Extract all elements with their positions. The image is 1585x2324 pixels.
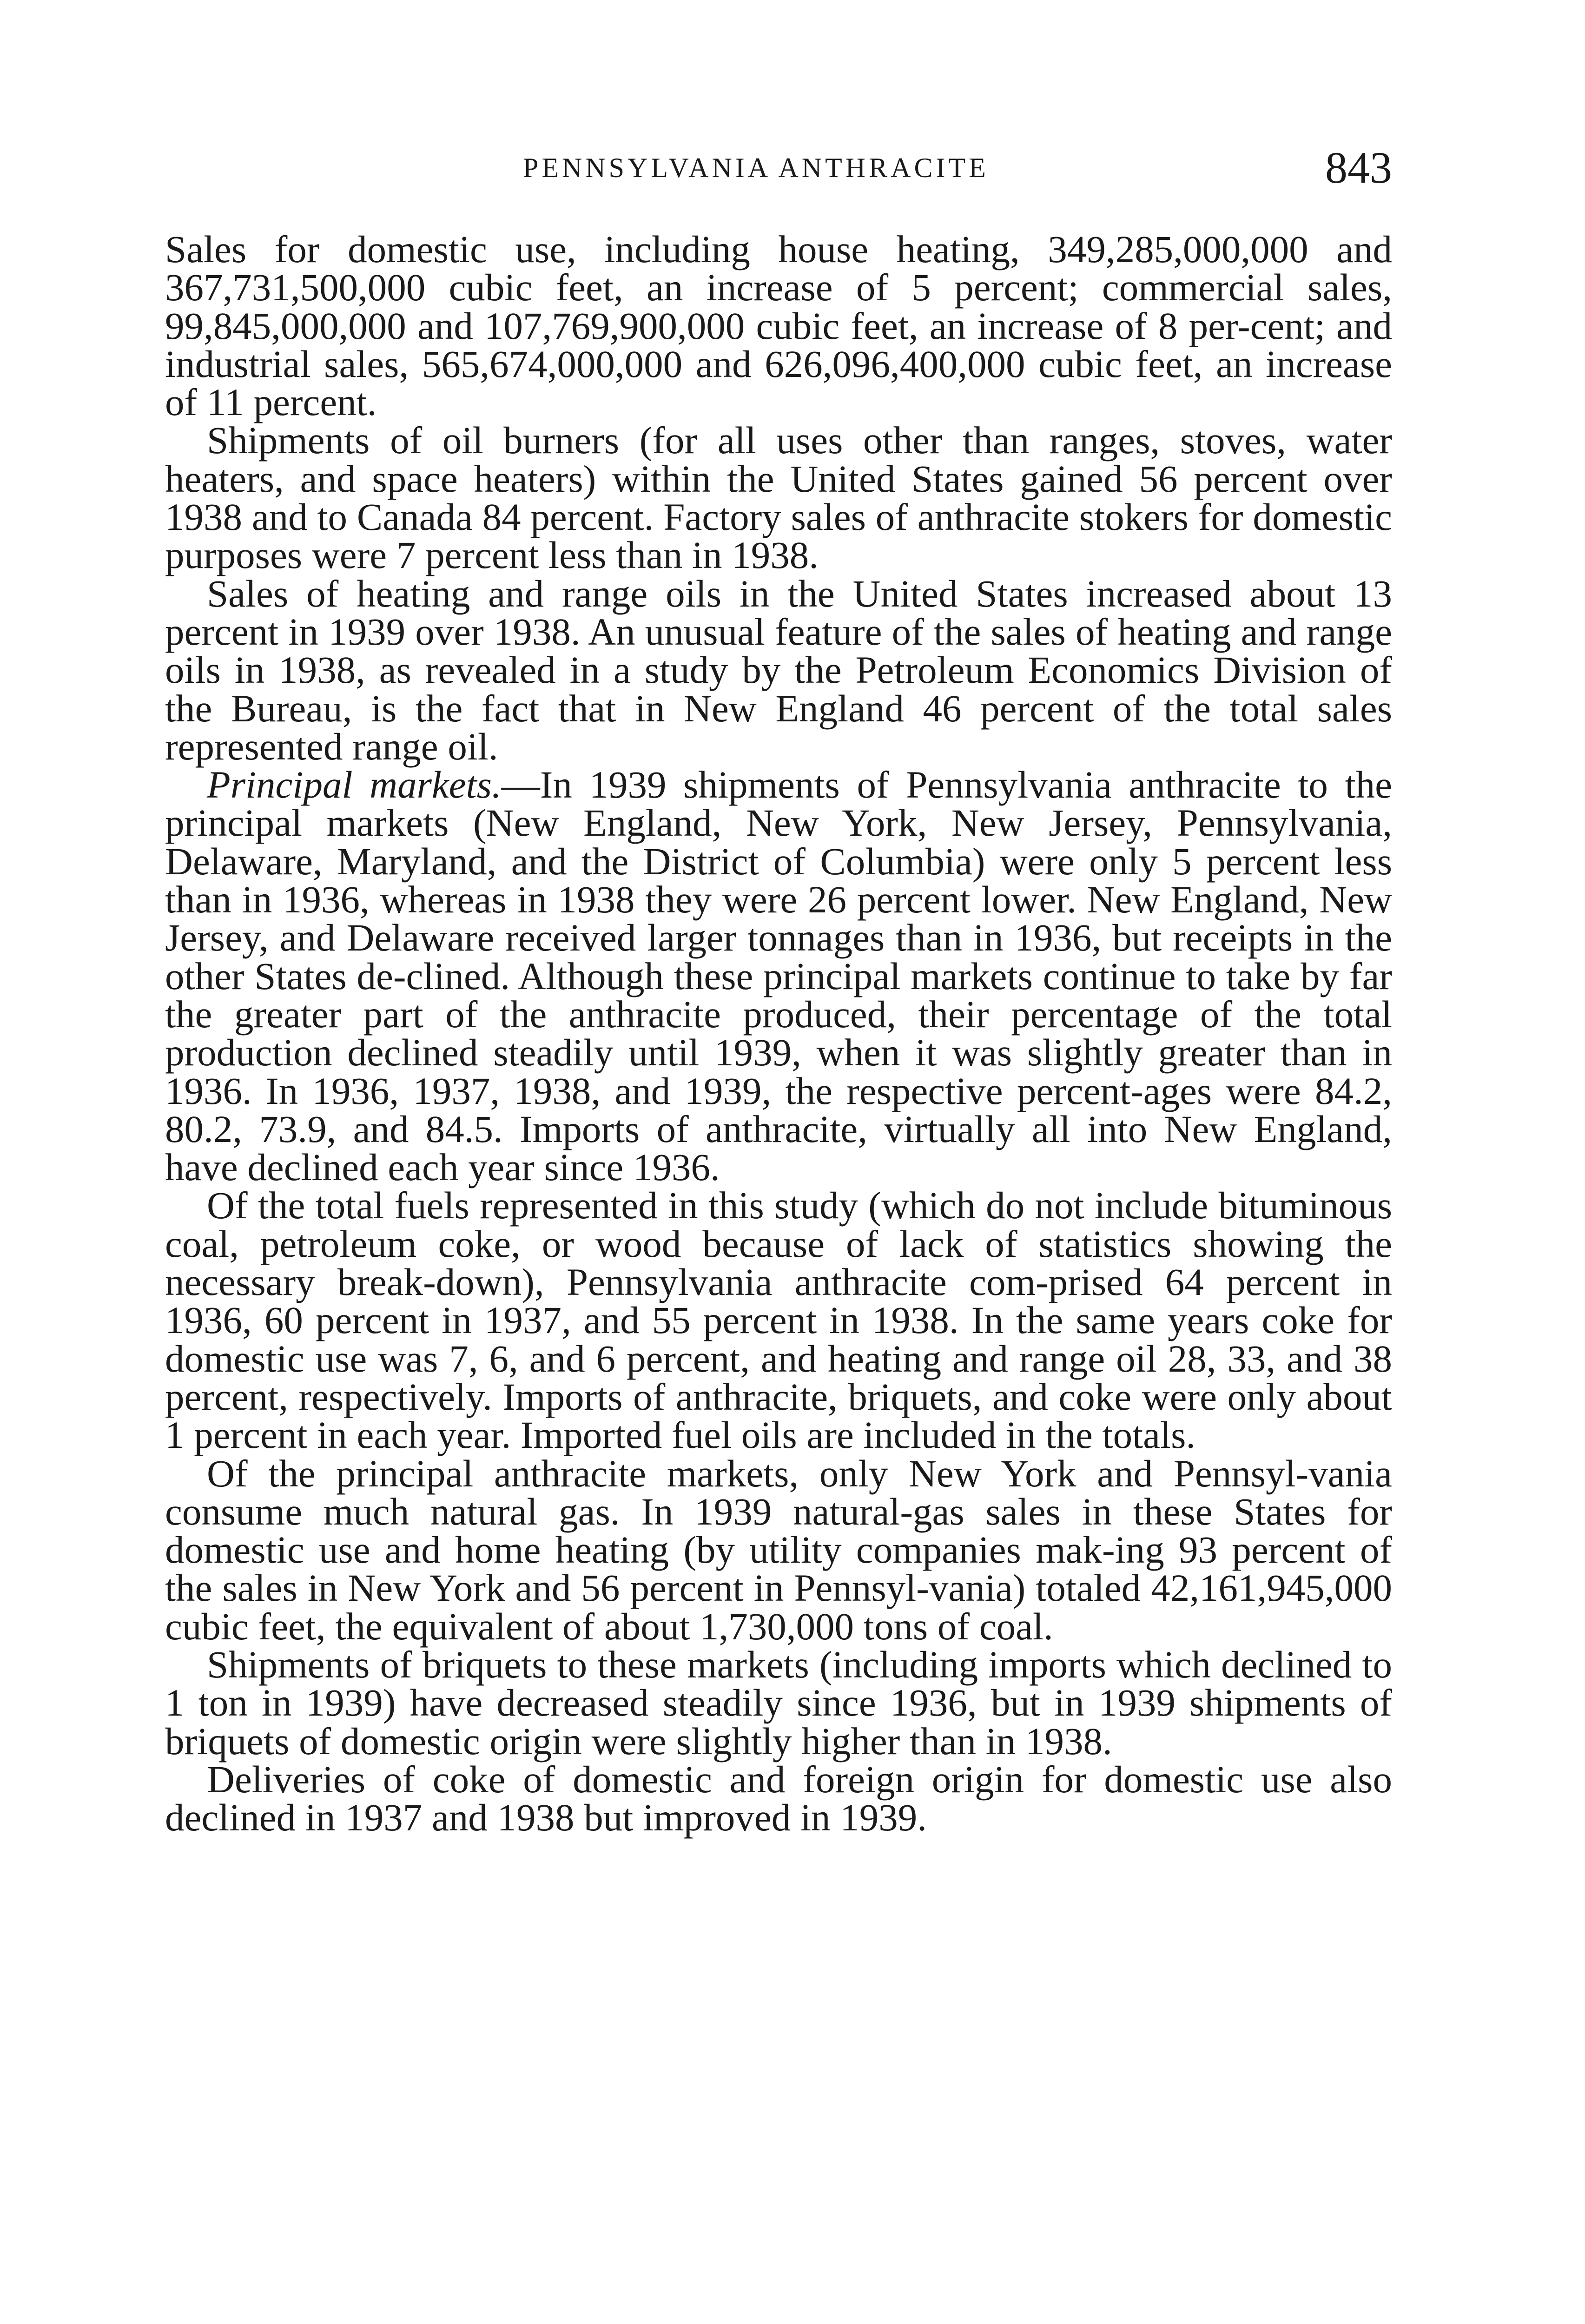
page-number: 843 xyxy=(1325,143,1392,192)
paragraph-principal-markets xyxy=(165,763,1392,1189)
paragraph-briquets: Shipments of briquets to these markets (including imports which declined to 1 ton in 1939) have decreased steadily since 1936, but in 1939 shipments of briquets of domestic origin were slightly higher than in 1938. xyxy=(165,1643,1392,1763)
paragraph-principal-markets-text: —In 1939 shipments of Pennsylvania anthracite to the principal markets (New England, New York, New Jersey, Pennsylvania, Delaware, Maryland, and the District of Columbia) were only 5 percent less than in 1936, whereas in 1938 they were 26 percent lower. New England, New Jersey, and Delaware received larger tonnages than in 1936, but receipts in the other States de-clined. Although these principal markets continue to take by far the greater part of the anthracite produced, their percentage of the total production declined steadily until 1939, when it was slightly greater than in 1936. In 1936, 1937, 1938, and 1939, the respective percent-ages were 84.2, 80.2, 73.9, and 84.5. Imports of anthracite, virtually all into New England, have declined each year since 1936. xyxy=(165,763,1392,1189)
paragraph-coke-deliveries: Deliveries of coke of domestic and foreign origin for domestic use also declined in 1937 and 1938 but improved in 1939. xyxy=(165,1757,1392,1839)
running-header xyxy=(165,142,1392,193)
section-run-in-heading: Principal markets. xyxy=(207,763,502,806)
paragraph-total-fuels: Of the total fuels represented in this study (which do not include bituminous coal, petroleum coke, or wood because of lack of statistics showing the necessary break-down), Pennsylvania anthracite com-prised 64 percent in 1936, 60 percent in 1937, and 55 percent in 1938. In the same years coke for domestic use was 7, 6, and 6 percent, and heating and range oil 28, 33, and 38 percent, respectively. Imports of anthracite, briquets, and coke were only about 1 percent in each year. Imported fuel oils are included in the totals. xyxy=(165,1184,1392,1457)
paragraph-domestic-sales: Sales for domestic use, including house heating, 349,285,000,000 and 367,731,500,000 cubic feet, an increase of 5 percent; commercial sales, 99,845,000,000 and 107,769,900,000 cubic feet, an increase of 8 per-cent; and industrial sales, 565,674,000,000 and 626,096,400,000 cubic feet, an increase of 11 percent. xyxy=(165,228,1392,424)
body-text xyxy=(165,228,1392,1839)
paragraph-oil-burners: Shipments of oil burners (for all uses other than ranges, stoves, water heaters, and space heaters) within the United States gained 56 percent over 1938 and to Canada 84 percent. Factory sales of anthracite stokers for domestic purposes were 7 percent less than in 1938. xyxy=(165,419,1392,577)
paragraph-natural-gas: Of the principal anthracite markets, only New York and Pennsyl-vania consume much natural gas. In 1939 natural-gas sales in these States for domestic use and home heating (by utility companies mak-ing 93 percent of the sales in New York and 56 percent in Pennsyl-vania) totaled 42,161,945,000 cubic feet, the equivalent of about 1,730,000 tons of coal. xyxy=(165,1452,1392,1648)
paragraph-heating-oils: Sales of heating and range oils in the United States increased about 13 percent in 1939 over 1938. An unusual feature of the sales of heating and range oils in 1938, as revealed in a study by the Petroleum Economics Division of the Bureau, is the fact that in New England 46 percent of the total sales represented range oil. xyxy=(165,572,1392,768)
running-title: PENNSYLVANIA ANTHRACITE xyxy=(523,152,989,183)
